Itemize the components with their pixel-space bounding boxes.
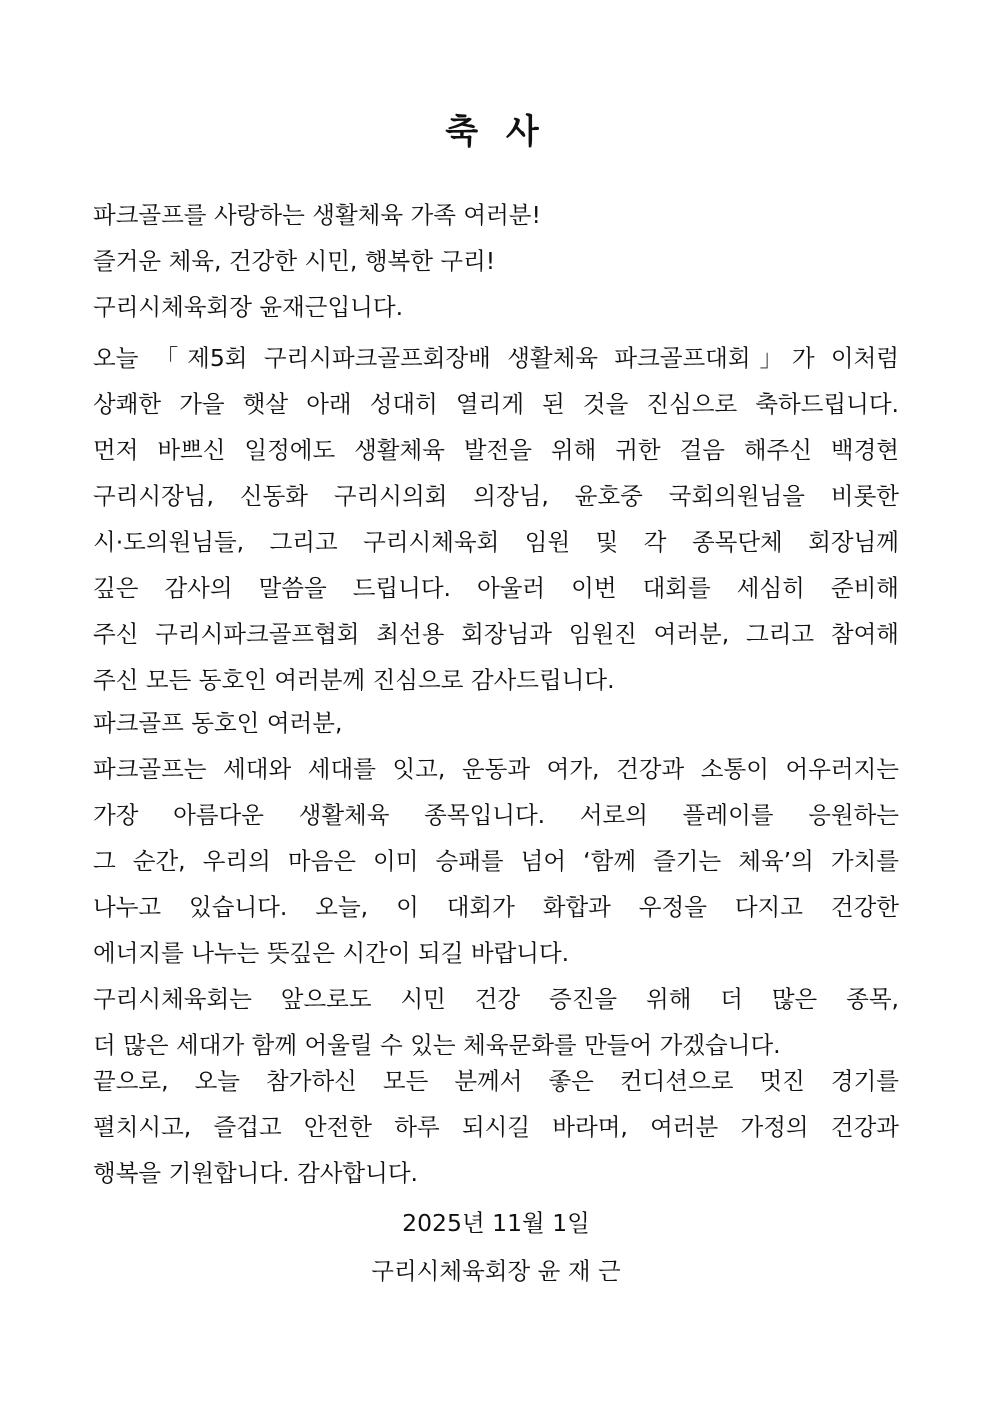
greeting-line: 파크골프를 사랑하는 생활체육 가족 여러분! bbox=[93, 201, 541, 229]
paragraph-line: 파크골프는 세대와 세대를 잇고, 운동과 여가, 건강과 소통이 어우러지는 bbox=[93, 755, 899, 783]
paragraph-line: 나누고 있습니다. 오늘, 이 대회가 화합과 우정을 다지고 건강한 bbox=[93, 893, 899, 921]
paragraph-line: 구리시체육회는 앞으로도 시민 건강 증진을 위해 더 많은 종목, bbox=[93, 985, 899, 1013]
paragraph-line: 주신 모든 동호인 여러분께 진심으로 감사드립니다. bbox=[93, 666, 615, 694]
paragraph-congratulations bbox=[93, 335, 899, 703]
paragraph-line: 에너지를 나누는 뜻깊은 시간이 되길 바랍니다. bbox=[93, 939, 570, 967]
paragraph-line: 깊은 감사의 말씀을 드립니다. 아울러 이번 대회를 세심히 준비해 bbox=[93, 574, 899, 602]
paragraph-line: 시·도의원님들, 그리고 구리시체육회 임원 및 각 종목단체 회장님께 bbox=[93, 528, 899, 556]
paragraph-line: 행복을 기원합니다. 감사합니다. bbox=[93, 1159, 418, 1187]
paragraph-line: 끝으로, 오늘 참가하신 모든 분께서 좋은 컨디션으로 멋진 경기를 bbox=[93, 1067, 899, 1095]
greeting-block bbox=[93, 192, 899, 330]
paragraph-line: 그 순간, 우리의 마음은 이미 승패를 넘어 ‘함께 즐기는 체육’의 가치를 bbox=[93, 847, 899, 875]
paragraph-park-golf bbox=[93, 700, 899, 1068]
paragraph-line: 가장 아름다운 생활체육 종목입니다. 서로의 플레이를 응원하는 bbox=[93, 801, 899, 829]
paragraph-line: 상쾌한 가을 햇살 아래 성대히 열리게 된 것을 진심으로 축하드립니다. bbox=[93, 390, 899, 418]
paragraph-closing bbox=[93, 1058, 899, 1196]
paragraph-line: 구리시장님, 신동화 구리시의회 의장님, 윤호중 국회의원님을 비롯한 bbox=[93, 482, 899, 510]
paragraph-line: 파크골프 동호인 여러분, bbox=[93, 709, 343, 737]
document-title: 축 사 bbox=[445, 112, 547, 152]
paragraph-line: 펼치시고, 즐겁고 안전한 하루 되시길 바라며, 여러분 가정의 건강과 bbox=[93, 1113, 899, 1141]
document-date: 2025년 11월 1일 bbox=[402, 1209, 590, 1237]
paragraph-line: 주신 구리시파크골프협회 최선용 회장님과 임원진 여러분, 그리고 참여해 bbox=[93, 620, 899, 648]
paragraph-line: 오늘 「제5회 구리시파크골프회장배 생활체육 파크골프대회」가 이처럼 bbox=[93, 344, 899, 372]
greeting-line: 구리시체육회장 윤재근입니다. bbox=[93, 293, 404, 321]
greeting-line: 즐거운 체육, 건강한 시민, 행복한 구리! bbox=[93, 247, 496, 275]
paragraph-line: 더 많은 세대가 함께 어울릴 수 있는 체육문화를 만들어 가겠습니다. bbox=[93, 1031, 781, 1059]
paragraph-line: 먼저 바쁘신 일정에도 생활체육 발전을 위해 귀한 걸음 해주신 백경현 bbox=[93, 436, 899, 464]
signer-name: 구리시체육회장 윤 재 근 bbox=[371, 1257, 621, 1285]
